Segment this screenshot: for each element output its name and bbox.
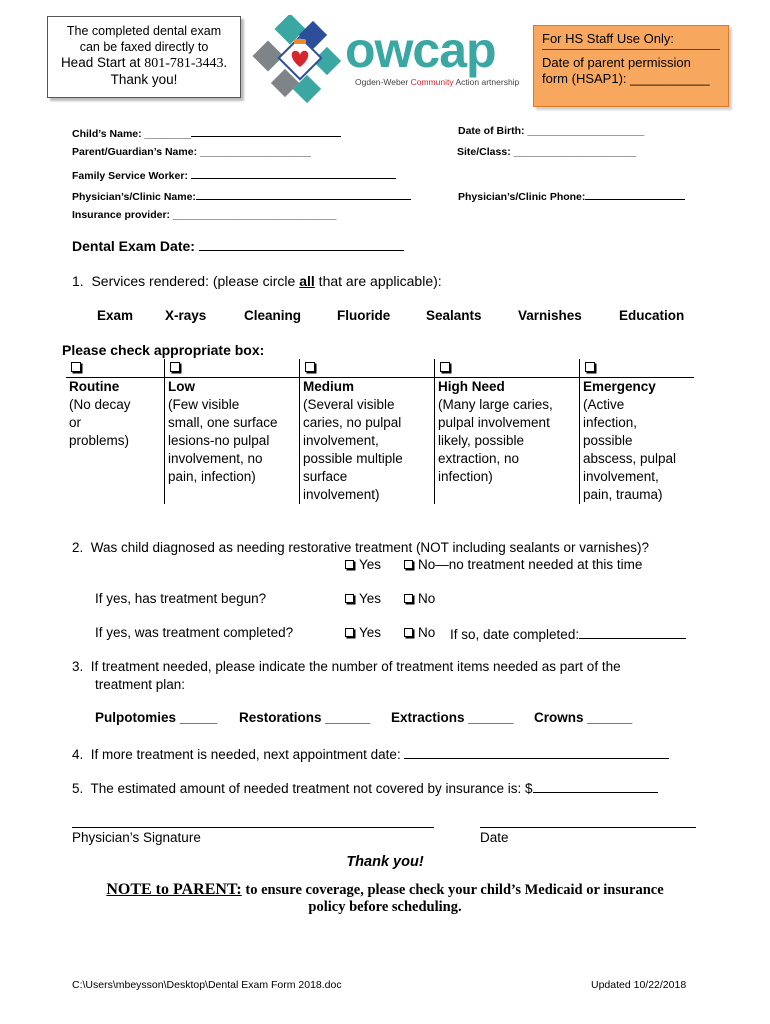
q2-begun-no-checkbox[interactable] [404, 594, 413, 603]
service-sealants[interactable]: Sealants [426, 308, 482, 323]
physician-phone-label: Physician’s/Clinic Phone: [458, 191, 586, 203]
medium-checkbox[interactable] [305, 362, 315, 372]
owcap-wordmark: owcap [345, 22, 496, 78]
note-label: NOTE to PARENT: [106, 881, 242, 898]
staff-line-2: form (HSAP1): ___________ [542, 71, 710, 86]
q2-completed-yes-option[interactable] [345, 625, 381, 640]
medium-title: Medium [303, 379, 355, 394]
exam-date-line[interactable] [199, 238, 404, 251]
q2-completed-text: If yes, was treatment completed? [95, 625, 294, 640]
q2-completed-no-label: No [418, 625, 436, 640]
q2-text: 2. Was child diagnosed as needing restorative treatment (NOT including sealants or varnishes)? [72, 540, 650, 555]
family-worker-field[interactable] [72, 167, 396, 182]
emergency-cell [580, 359, 695, 378]
physician-phone-field[interactable] [458, 188, 685, 203]
q2-begun-yes-option[interactable] [345, 591, 381, 606]
emergency-desc-6: pain, trauma) [583, 487, 663, 502]
staff-use-box [533, 25, 729, 107]
child-name-field[interactable] [72, 125, 341, 140]
exam-date-field[interactable] [72, 238, 404, 254]
medium-desc-4: possible multiple [303, 451, 403, 466]
site-class-field[interactable]: Site/Class: _____________________ [457, 146, 637, 158]
routine-title: Routine [69, 379, 120, 394]
low-desc-5: pain, infection) [168, 469, 256, 484]
q2-yes-checkbox[interactable] [345, 560, 354, 569]
table-heading: Please check appropriate box: [62, 342, 265, 358]
emergency-title: Emergency [583, 379, 656, 394]
q1-prefix: 1. Services rendered: (please circle [72, 273, 300, 289]
q5-label: 5. The estimated amount of needed treatment not covered by insurance is: $ [72, 781, 533, 796]
q2-begun-no-label: No [418, 591, 436, 606]
service-xrays[interactable]: X-rays [165, 308, 207, 323]
medium-cell [300, 359, 435, 378]
medium-desc-2: caries, no pulpal [303, 415, 402, 430]
physician-signature-label: Physician’s Signature [72, 830, 201, 845]
note-to-parent [40, 881, 730, 916]
q2-no-checkbox[interactable] [404, 560, 413, 569]
note-line-1 [40, 881, 730, 899]
physician-name-label: Physician’s/Clinic Name: [72, 191, 196, 203]
routine-desc-2: or [69, 415, 82, 430]
low-desc-4: involvement, no [168, 451, 263, 466]
owcap-logo-mark-icon [245, 15, 355, 107]
low-cell [165, 359, 300, 378]
q2-yes-label: Yes [359, 557, 382, 572]
physician-name-field[interactable] [72, 188, 411, 203]
routine-desc-3: problems) [69, 433, 130, 448]
high-need-desc [435, 378, 580, 505]
q2-completed-no-checkbox[interactable] [404, 628, 413, 637]
fax-info-box [47, 16, 241, 98]
high-need-desc-4: extraction, no [438, 451, 520, 466]
emergency-desc-2: infection, [583, 415, 638, 430]
fax-line-1: The completed dental exam [66, 24, 222, 38]
q4-line[interactable] [404, 745, 669, 759]
high-need-desc-1: (Many large caries, [438, 397, 553, 412]
medium-desc-5: surface [303, 469, 348, 484]
staff-title: For HS Staff Use Only: [542, 31, 720, 50]
exam-date-label: Dental Exam Date: [72, 238, 199, 254]
tagline-b: Community [410, 77, 454, 87]
service-cleaning[interactable]: Cleaning [244, 308, 302, 323]
owcap-logo [245, 15, 530, 107]
q2-completed-yes-checkbox[interactable] [345, 628, 354, 637]
routine-desc-1: (No decay [69, 397, 131, 412]
high-need-cell [435, 359, 580, 378]
low-title: Low [168, 379, 195, 394]
emergency-desc-1: (Active [583, 397, 625, 412]
footer-updated-date: Updated 10/22/2018 [591, 979, 687, 991]
q2-date-completed-field[interactable] [450, 625, 686, 642]
dob-field[interactable]: Date of Birth: ____________________ [458, 125, 645, 137]
q2-date-completed-line[interactable] [579, 625, 686, 639]
service-fluoride[interactable]: Fluoride [337, 308, 391, 323]
family-worker-label: Family Service Worker: [72, 170, 191, 182]
q5-line[interactable] [533, 779, 658, 793]
tagline-a: Ogden-Weber [355, 77, 411, 87]
tagline-c: Action [453, 77, 482, 87]
routine-desc [66, 378, 165, 505]
child-name-line[interactable] [191, 125, 341, 137]
fax-line-2: can be faxed directly to [79, 40, 209, 54]
footer-file-path: C:\Users\mbeysson\Desktop\Dental Exam Form 2018.doc [72, 979, 342, 991]
emergency-desc-3: possible [583, 433, 633, 448]
service-exam[interactable]: Exam [97, 308, 134, 323]
severity-table [66, 359, 694, 504]
insurance-field[interactable]: Insurance provider: ____________________________ [72, 209, 337, 221]
emergency-desc-5: involvement, [583, 469, 659, 484]
q3-line-2: treatment plan: [95, 677, 186, 692]
q1-emph: all [299, 273, 315, 289]
medium-desc-6: involvement) [303, 487, 380, 502]
restorations-field[interactable]: Restorations ______ [239, 710, 371, 725]
pulpotomies-field[interactable]: Pulpotomies _____ [95, 710, 218, 725]
low-desc [165, 378, 300, 505]
crowns-field[interactable]: Crowns ______ [534, 710, 633, 725]
q2-no-label: No—no treatment needed at this time [418, 557, 643, 572]
fax-line-4: Thank you! [110, 72, 178, 87]
signature-date-label: Date [480, 830, 509, 845]
q2-completed-no-option[interactable] [404, 625, 435, 640]
fax-phone: 801-781-3443. [144, 56, 228, 71]
thank-you-text: Thank you! [346, 854, 424, 870]
low-desc-1: (Few visible [168, 397, 240, 412]
q2-yes-option[interactable] [345, 557, 381, 572]
fax-prefix: Head Start at [60, 55, 145, 70]
signature-date-line[interactable] [480, 827, 696, 828]
physician-signature-line[interactable] [72, 827, 434, 828]
q4-label: 4. If more treatment is needed, next appointment date: [72, 747, 405, 762]
q2-completed-yes-label: Yes [359, 625, 382, 640]
fax-line-3 [48, 55, 240, 72]
routine-checkbox[interactable] [71, 362, 81, 372]
high-need-desc-2: pulpal involvement [438, 415, 550, 430]
q2-begun-yes-label: Yes [359, 591, 382, 606]
low-desc-3: lesions-no pulpal [168, 433, 270, 448]
high-need-desc-3: likely, possible [438, 433, 525, 448]
service-education[interactable]: Education [619, 308, 685, 323]
high-need-checkbox[interactable] [440, 362, 450, 372]
parent-name-field[interactable]: Parent/Guardian’s Name: ___________________ [72, 146, 311, 158]
service-varnishes[interactable]: Varnishes [518, 308, 582, 323]
q1-suffix: that are applicable): [314, 273, 442, 289]
q2-begun-text: If yes, has treatment begun? [95, 591, 267, 606]
child-name-label: Child’s Name: ________ [72, 128, 192, 140]
family-worker-line[interactable] [191, 167, 396, 179]
medium-desc-1: (Several visible [303, 397, 395, 412]
medium-desc [300, 378, 435, 505]
tagline-d: artnership [481, 77, 520, 87]
emergency-checkbox[interactable] [585, 362, 595, 372]
medium-desc-3: involvement, [303, 433, 379, 448]
q3-line-1: 3. If treatment needed, please indicate the number of treatment items needed as part of the [72, 659, 621, 674]
note-text-1: to ensure coverage, please check your child’s Medicaid or insurance [241, 882, 664, 898]
physician-name-line[interactable] [196, 188, 411, 200]
emergency-desc [580, 378, 695, 505]
high-need-title: High Need [438, 379, 505, 394]
staff-line-1: Date of parent permission [542, 55, 691, 70]
low-desc-2: small, one surface [168, 415, 278, 430]
low-checkbox[interactable] [170, 362, 180, 372]
q4-field[interactable] [72, 745, 669, 762]
note-text-2: policy before scheduling. [308, 899, 462, 915]
q2-date-completed-label: If so, date completed: [450, 627, 580, 642]
q5-field[interactable] [72, 779, 658, 796]
q2-no-option[interactable] [404, 557, 642, 572]
q1-text [72, 273, 442, 289]
q2-begun-no-option[interactable] [404, 591, 435, 606]
extractions-field[interactable]: Extractions ______ [391, 710, 514, 725]
q2-begun-yes-checkbox[interactable] [345, 594, 354, 603]
emergency-desc-4: abscess, pulpal [583, 451, 677, 466]
high-need-desc-5: infection) [438, 469, 493, 484]
owcap-tagline [355, 77, 519, 87]
routine-cell [66, 359, 165, 378]
physician-phone-line[interactable] [585, 188, 685, 200]
